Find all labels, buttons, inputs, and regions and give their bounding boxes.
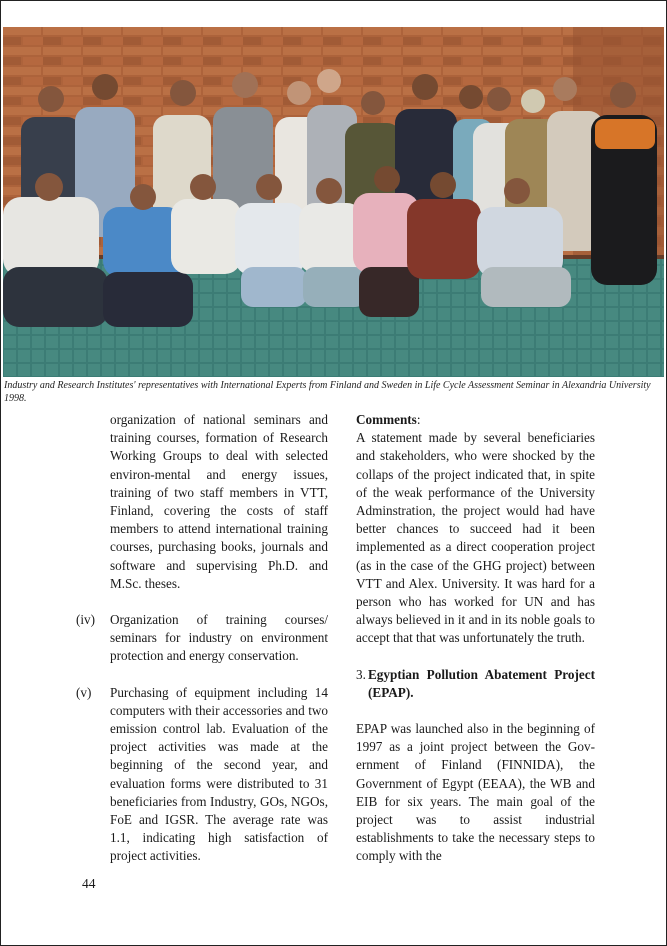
section-heading [356,666,595,702]
left-column [70,411,328,866]
list-item-iv [70,611,328,666]
comments-paragraph: A statement made by several beneficiaries and stakeholders, who were shocked by the collaps of the project indicated that, in spite of the weak performance of the University Adminstration, the project would had have better chances to succeed had it been implemented as a direct cooperation project (as in the case of the GHG project) between VTT and Alex. University. It was hard for a person who has worked for UN and has always believed in it and in its noble goals to accept that that was unfortunately the truth. [356,430,595,646]
section-paragraph: EPAP was launched also in the beginning of 1997 as a joint project between the Gov-ernment of Finland (FINNIDA), the Government of Egypt (EEAA), the WB and EIB for six years. The main goal of the project was to assist industrial establishments to take the necessary steps to comply with the [356,721,595,864]
group-photo [3,27,664,377]
section-number: 3. [356,666,366,682]
list-item-text: Purchasing of equipment including 14 computers with their accessories and two emission control lab. Evaluation of the project activities was made at the beginning of the second year, and evaluation forms were distributed to 31 beneficiaries from Industry, GOs, NGOs, FoE and IGSR. The average rate was 1.1, indicating high satisfaction of project activities. [110,684,328,864]
list-marker: (iv) [76,612,96,628]
list-item-text: Organization of training courses/ seminars for industry on environment protection and energy conservation. [110,612,328,664]
comments-heading: Comments: [356,412,421,427]
list-marker: (v) [76,684,92,700]
list-item-v [70,684,328,866]
section-title: Egyptian Pollution Abatement Project (EPAP). [368,666,595,700]
page-number: 44 [82,876,96,891]
right-column [356,411,595,866]
continuation-paragraph: organization of national seminars and training courses, formation of Research Working Groups to deal with selected environ-mental and energy issues, training of two staff members in VTT, Finland, covering the costs of staff members to attend international training courses, purchasing books, journals and software and supervising Ph.D. and M.Sc. theses. [110,412,328,591]
photo-caption: Industry and Research Institutes' representatives with International Experts from Finland and Sweden in Life Cycle Assessment Seminar in Alexandria University 1998. [4,380,651,404]
